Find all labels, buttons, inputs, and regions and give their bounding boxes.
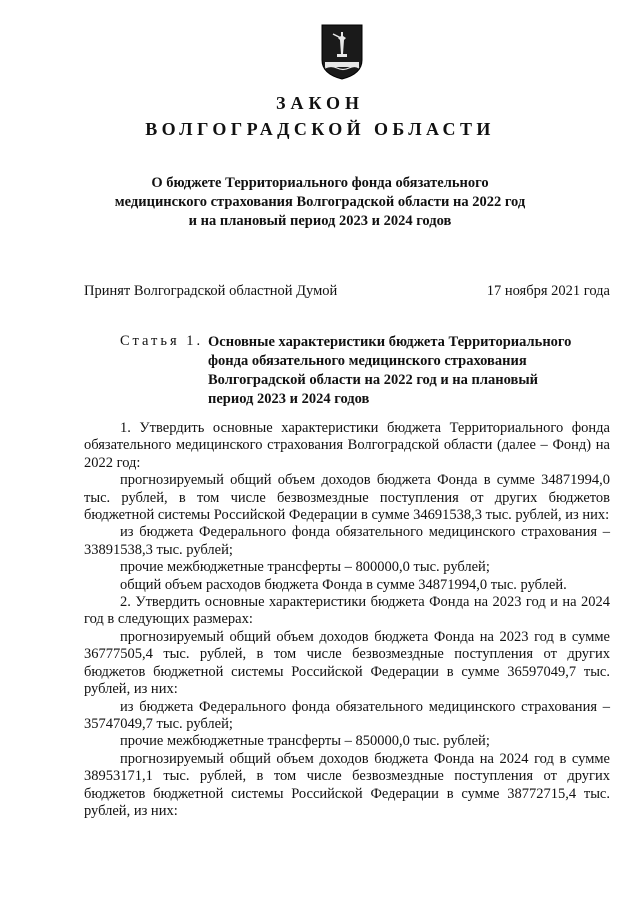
paragraph: общий объем расходов бюджета Фонда в сумме 34871994,0 тыс. рублей. <box>120 576 567 593</box>
adoption-body: Принят Волгоградской областной Думой <box>84 283 338 299</box>
article-title-line: Основные характеристики бюджета Территориального <box>208 334 572 350</box>
article-label: Статья 1. <box>120 333 204 349</box>
article-title-line: Волгоградской области на 2022 год и на плановый <box>208 372 539 388</box>
paragraph: из бюджета Федерального фонда обязательного медицинского страхования – 35747049,7 тыс. рублей; <box>84 698 610 732</box>
subtitle-line: медицинского страхования Волгоградской области на 2022 год <box>114 194 526 210</box>
paragraph: из бюджета Федерального фонда обязательного медицинского страхования – 33891538,3 тыс. рублей; <box>84 524 610 558</box>
law-subtitle <box>0 174 640 231</box>
adoption-date: 17 ноября 2021 года <box>486 283 610 299</box>
article-title-line: фонда обязательного медицинского страхования <box>208 353 527 369</box>
paragraph: прочие межбюджетные трансферты – 850000,0 тыс. рублей; <box>120 733 490 750</box>
subtitle-line: и на плановый период 2023 и 2024 годов <box>188 213 452 229</box>
paragraph: 1. Утвердить основные характеристики бюджета Территориального фонда обязательного медицинского страхования Волгоградской области (далее – Фонд) на 2022 год: <box>84 420 610 471</box>
paragraph: прочие межбюджетные трансферты – 800000,0 тыс. рублей; <box>120 559 490 576</box>
law-title: ЗАКОН <box>275 93 365 113</box>
paragraph: прогнозируемый общий объем доходов бюджета Фонда на 2024 год в сумме 38953171,1 тыс. рублей, в том числе безвозмездные поступления от других бюджетов бюджетной системы Российской Федерации в сумме 38772715,4 тыс. рублей, из них: <box>84 750 610 819</box>
article-title <box>208 333 571 409</box>
paragraph: прогнозируемый общий объем доходов бюджета Фонда на 2023 год в сумме 36777505,4 тыс. рублей, в том числе безвозмездные поступления от других бюджетов бюджетной системы Российской Федерации в сумме 36597049,7 тыс. рублей, из них: <box>84 628 610 698</box>
region-title: ВОЛГОГРАДСКОЙ ОБЛАСТИ <box>145 119 495 139</box>
article-title-line: период 2023 и 2024 годов <box>208 391 370 407</box>
paragraph: 2. Утвердить основные характеристики бюджета Фонда на 2023 год и на 2024 год в следующих размерах: <box>84 594 610 628</box>
article-body <box>84 420 610 820</box>
subtitle-line: О бюджете Территориального фонда обязательного <box>151 175 489 191</box>
coat-of-arms-icon <box>321 24 363 80</box>
paragraph: прогнозируемый общий объем доходов бюджета Фонда в сумме 34871994,0 тыс. рублей, в том числе безвозмездные поступления от других бюджетов бюджетной системы Российской Федерации в сумме 34691538,3 тыс. рублей, из них: <box>84 472 610 524</box>
